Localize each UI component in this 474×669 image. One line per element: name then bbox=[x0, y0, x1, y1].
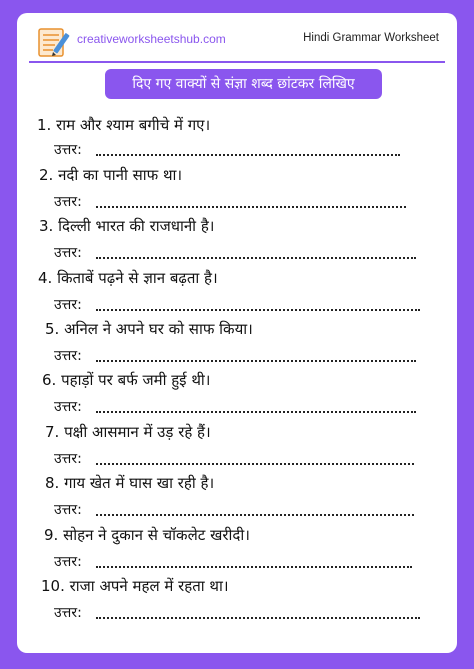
answer-label: उत्तर: bbox=[54, 605, 82, 621]
answer-label: उत्तर: bbox=[54, 451, 82, 467]
answer-blank-line[interactable] bbox=[96, 411, 416, 413]
question-item bbox=[38, 268, 218, 288]
answer-blank-line[interactable] bbox=[96, 566, 412, 568]
question-text: पहाड़ों पर बर्फ जमी हुई थी। bbox=[61, 371, 211, 389]
answer-blank-line[interactable] bbox=[96, 360, 416, 362]
answer-label: उत्तर: bbox=[54, 297, 82, 313]
question-number: 2. bbox=[39, 166, 54, 184]
question-text: अनिल ने अपने घर को साफ किया। bbox=[64, 320, 253, 338]
question-text: गाय खेत में घास खा रही है। bbox=[64, 474, 215, 492]
answer-blank-line[interactable] bbox=[96, 463, 414, 465]
question-text: पक्षी आसमान में उड़ रहे हैं। bbox=[64, 423, 211, 441]
question-item bbox=[42, 370, 210, 390]
question-number: 6. bbox=[42, 371, 57, 389]
answer-label: उत्तर: bbox=[54, 142, 82, 158]
question-item bbox=[41, 576, 229, 596]
site-name[interactable]: creativeworksheetshub.com bbox=[77, 32, 226, 46]
worksheet-page bbox=[17, 13, 457, 653]
answer-label: उत्तर: bbox=[54, 399, 82, 415]
answer-blank-line[interactable] bbox=[96, 617, 420, 619]
question-number: 7. bbox=[45, 423, 60, 441]
question-number: 10. bbox=[41, 577, 65, 595]
question-item bbox=[45, 319, 253, 339]
question-item bbox=[39, 216, 214, 236]
answer-label: उत्तर: bbox=[54, 348, 82, 364]
answer-blank-line[interactable] bbox=[96, 514, 414, 516]
question-text: सोहन ने दुकान से चॉकलेट खरीदी। bbox=[63, 526, 250, 544]
answer-label: उत्तर: bbox=[54, 554, 82, 570]
header-divider bbox=[29, 61, 445, 63]
question-number: 3. bbox=[39, 217, 54, 235]
question-text: किताबें पढ़ने से ज्ञान बढ़ता है। bbox=[57, 269, 218, 287]
question-item bbox=[39, 165, 182, 185]
question-number: 5. bbox=[45, 320, 60, 338]
answer-blank-line[interactable] bbox=[96, 154, 400, 156]
question-number: 8. bbox=[45, 474, 60, 492]
worksheet-pencil-icon bbox=[35, 24, 75, 60]
question-item bbox=[45, 473, 214, 493]
answer-blank-line[interactable] bbox=[96, 309, 420, 311]
worksheet-type: Hindi Grammar Worksheet bbox=[303, 32, 439, 44]
answer-blank-line[interactable] bbox=[96, 257, 416, 259]
question-number: 1. bbox=[37, 116, 52, 134]
header bbox=[17, 13, 457, 61]
instruction-banner: दिए गए वाक्यों से संज्ञा शब्द छांटकर लिखिए bbox=[105, 69, 382, 99]
answer-label: उत्तर: bbox=[54, 502, 82, 518]
question-text: दिल्ली भारत की राजधानी है। bbox=[58, 217, 215, 235]
question-number: 9. bbox=[44, 526, 59, 544]
question-item bbox=[45, 422, 211, 442]
question-item bbox=[44, 525, 250, 545]
answer-label: उत्तर: bbox=[54, 194, 82, 210]
question-number: 4. bbox=[38, 269, 53, 287]
answer-blank-line[interactable] bbox=[96, 206, 406, 208]
answer-label: उत्तर: bbox=[54, 245, 82, 261]
question-text: राजा अपने महल में रहता था। bbox=[69, 577, 229, 595]
question-text: नदी का पानी साफ था। bbox=[58, 166, 183, 184]
question-item bbox=[37, 115, 210, 135]
question-text: राम और श्याम बगीचे में गए। bbox=[56, 116, 211, 134]
